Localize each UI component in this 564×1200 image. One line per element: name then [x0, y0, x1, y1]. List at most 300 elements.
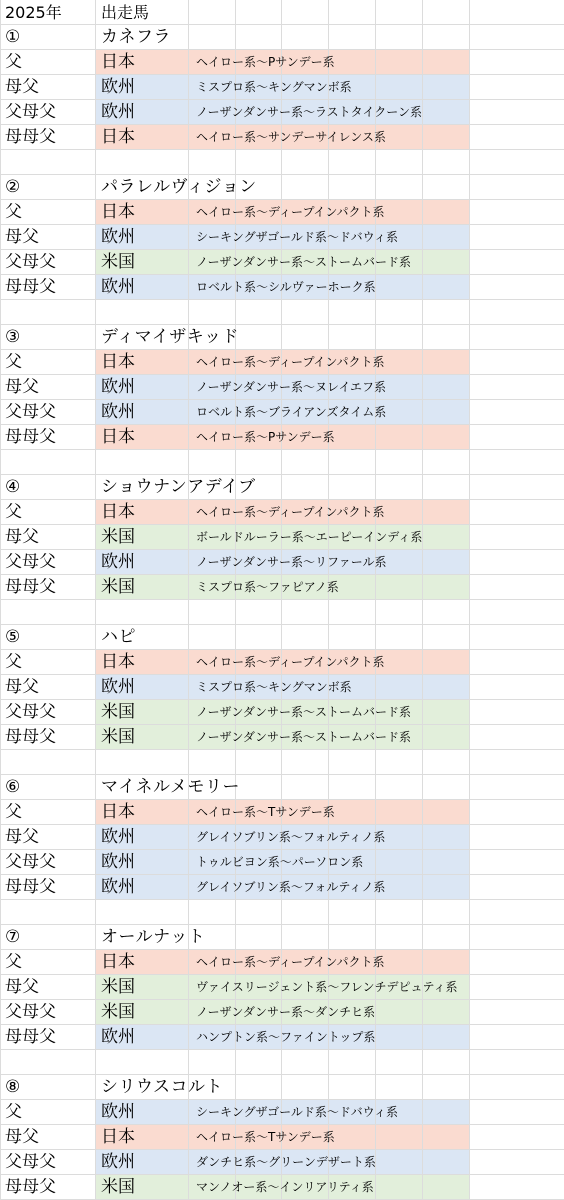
relation-label: 母母父: [5, 277, 56, 297]
grid-cell[interactable]: [470, 1100, 564, 1125]
grid-cell[interactable]: [376, 475, 423, 500]
relation-label: 父母父: [5, 702, 56, 722]
grid-cell[interactable]: [423, 575, 470, 600]
sire-line-label: シーキングザゴールド系〜ドバウィ系: [196, 1105, 398, 1119]
grid-cell[interactable]: [470, 575, 564, 600]
grid-cell[interactable]: [376, 900, 423, 925]
grid-cell[interactable]: [236, 1050, 282, 1075]
relation-label: 父: [5, 802, 22, 822]
sire-line-label: ノーザンダンサー系〜ストームバード系: [196, 255, 412, 269]
grid-cell[interactable]: [470, 50, 564, 75]
grid-cell[interactable]: [329, 300, 376, 325]
title-label: 出走馬: [101, 3, 150, 22]
grid-cell[interactable]: [1, 900, 96, 925]
grid-cell[interactable]: [423, 1075, 470, 1100]
grid-cell[interactable]: [423, 150, 470, 175]
grid-cell[interactable]: [423, 550, 470, 575]
grid-cell[interactable]: [376, 175, 423, 200]
grid-cell[interactable]: [470, 1175, 564, 1200]
relation-label: 父: [5, 652, 22, 672]
grid-cell[interactable]: [329, 750, 376, 775]
relation-label: 母父: [5, 77, 39, 97]
grid-cell[interactable]: [236, 600, 282, 625]
grid-cell[interactable]: [470, 150, 564, 175]
region-label: 日本: [101, 652, 135, 672]
grid-cell[interactable]: [470, 75, 564, 100]
region-label: 欧州: [101, 77, 135, 97]
pedigree-row: [1, 1175, 564, 1200]
grid-cell[interactable]: [329, 25, 376, 50]
grid-cell[interactable]: [470, 925, 564, 950]
relation-label: 父: [5, 502, 22, 522]
entry-number: ⑥: [5, 777, 21, 797]
grid-cell[interactable]: [423, 1000, 470, 1025]
relation-label: 父母父: [5, 552, 56, 572]
year-label: 2025年: [5, 3, 62, 22]
grid-cell[interactable]: [282, 0, 329, 25]
grid-cell[interactable]: [423, 300, 470, 325]
pedigree-row: [1, 825, 564, 850]
entry-number: ⑧: [5, 1077, 21, 1097]
sire-line-label: ヘイロー系〜ディープインパクト系: [196, 205, 385, 219]
grid-cell[interactable]: [282, 750, 329, 775]
relation-label: 父母父: [5, 102, 56, 122]
grid-cell[interactable]: [189, 750, 236, 775]
grid-cell[interactable]: [423, 500, 470, 525]
sire-line-label: ヘイロー系〜Tサンデー系: [196, 1130, 335, 1144]
region-label: 米国: [101, 1177, 135, 1197]
grid-cell[interactable]: [423, 400, 470, 425]
grid-cell[interactable]: [423, 775, 470, 800]
grid-cell[interactable]: [470, 1025, 564, 1050]
grid-cell[interactable]: [376, 575, 423, 600]
region-label: 米国: [101, 1002, 135, 1022]
grid-cell[interactable]: [423, 450, 470, 475]
grid-cell[interactable]: [1, 300, 96, 325]
grid-cell[interactable]: [470, 1000, 564, 1025]
grid-cell[interactable]: [423, 0, 470, 25]
grid-cell[interactable]: [376, 150, 423, 175]
grid-cell[interactable]: [423, 200, 470, 225]
region-label: 日本: [101, 952, 135, 972]
sire-line-label: ミスプロ系〜ファピアノ系: [196, 580, 339, 594]
grid-cell[interactable]: [236, 925, 282, 950]
grid-cell[interactable]: [423, 675, 470, 700]
relation-label: 父: [5, 952, 22, 972]
grid-cell[interactable]: [423, 275, 470, 300]
grid-cell[interactable]: [329, 50, 376, 75]
grid-cell[interactable]: [470, 950, 564, 975]
pedigree-row: [1, 800, 564, 825]
grid-cell[interactable]: [282, 625, 329, 650]
blank-row: [1, 450, 564, 475]
grid-cell[interactable]: [189, 625, 236, 650]
grid-cell[interactable]: [423, 1050, 470, 1075]
horse-name: カネフラ: [101, 27, 171, 47]
blank-row: [1, 600, 564, 625]
region-label: 欧州: [101, 552, 135, 572]
relation-label: 父母父: [5, 402, 56, 422]
grid-cell[interactable]: [329, 325, 376, 350]
grid-cell[interactable]: [470, 600, 564, 625]
grid-cell[interactable]: [470, 1125, 564, 1150]
grid-cell[interactable]: [423, 100, 470, 125]
region-label: 欧州: [101, 677, 135, 697]
sire-line-label: ノーザンダンサー系〜ストームバード系: [196, 730, 412, 744]
sire-line-label: ノーザンダンサー系〜ヌレイエフ系: [196, 380, 386, 394]
region-label: 日本: [101, 202, 135, 222]
blank-row: [1, 750, 564, 775]
relation-label: 母父: [5, 377, 39, 397]
sire-line-label: グレイソブリン系〜フォルティノ系: [196, 830, 386, 844]
grid-cell[interactable]: [282, 325, 329, 350]
grid-cell[interactable]: [329, 1050, 376, 1075]
pedigree-row: [1, 575, 564, 600]
grid-cell[interactable]: [189, 900, 236, 925]
grid-cell[interactable]: [423, 1125, 470, 1150]
region-label: 日本: [101, 427, 135, 447]
grid-cell[interactable]: [470, 0, 564, 25]
grid-cell[interactable]: [470, 200, 564, 225]
grid-cell[interactable]: [282, 475, 329, 500]
grid-cell[interactable]: [376, 1025, 423, 1050]
grid-cell[interactable]: [1, 1050, 96, 1075]
region-label: 米国: [101, 727, 135, 747]
grid-cell[interactable]: [376, 25, 423, 50]
grid-cell[interactable]: [376, 425, 423, 450]
relation-label: 母父: [5, 677, 39, 697]
pedigree-row: [1, 975, 564, 1000]
grid-cell[interactable]: [423, 250, 470, 275]
grid-cell[interactable]: [470, 625, 564, 650]
grid-cell[interactable]: [423, 800, 470, 825]
sire-line-label: ミスプロ系〜キングマンボ系: [196, 680, 352, 694]
grid-cell[interactable]: [282, 600, 329, 625]
grid-cell[interactable]: [470, 700, 564, 725]
entry-number: ②: [5, 177, 21, 197]
horse-name: オールナット: [101, 927, 206, 947]
grid-cell[interactable]: [236, 750, 282, 775]
grid-cell[interactable]: [189, 300, 236, 325]
relation-label: 母父: [5, 227, 39, 247]
grid-cell[interactable]: [376, 0, 423, 25]
grid-cell[interactable]: [282, 150, 329, 175]
grid-cell[interactable]: [282, 900, 329, 925]
grid-cell[interactable]: [470, 975, 564, 1000]
grid-cell[interactable]: [236, 0, 282, 25]
grid-cell[interactable]: [423, 725, 470, 750]
grid-cell[interactable]: [423, 850, 470, 875]
grid-cell[interactable]: [236, 150, 282, 175]
grid-cell[interactable]: [329, 175, 376, 200]
horse-name: ショウナンアデイブ: [101, 477, 256, 497]
region-label: 日本: [101, 352, 135, 372]
pedigree-row: [1, 375, 564, 400]
grid-cell[interactable]: [423, 50, 470, 75]
grid-cell[interactable]: [470, 525, 564, 550]
sire-line-label: トゥルビヨン系〜パーソロン系: [196, 855, 364, 869]
grid-cell[interactable]: [423, 125, 470, 150]
grid-cell[interactable]: [470, 475, 564, 500]
pedigree-row: [1, 850, 564, 875]
grid-cell[interactable]: [376, 300, 423, 325]
grid-cell[interactable]: [282, 925, 329, 950]
grid-cell[interactable]: [236, 450, 282, 475]
grid-cell[interactable]: [423, 825, 470, 850]
grid-cell[interactable]: [470, 100, 564, 125]
grid-cell[interactable]: [470, 1075, 564, 1100]
grid-cell[interactable]: [329, 800, 376, 825]
pedigree-row: [1, 875, 564, 900]
grid-cell[interactable]: [470, 225, 564, 250]
pedigree-row: [1, 550, 564, 575]
grid-cell[interactable]: [236, 775, 282, 800]
grid-cell[interactable]: [470, 375, 564, 400]
grid-cell[interactable]: [376, 50, 423, 75]
region-label: 米国: [101, 702, 135, 722]
grid-cell[interactable]: [376, 675, 423, 700]
relation-label: 母父: [5, 1127, 39, 1147]
sire-line-label: ヴァイスリージェント系〜フレンチデピュティ系: [196, 980, 458, 994]
grid-cell[interactable]: [470, 775, 564, 800]
grid-cell[interactable]: [423, 75, 470, 100]
grid-cell[interactable]: [376, 625, 423, 650]
pedigree-row: [1, 200, 564, 225]
grid-cell[interactable]: [423, 350, 470, 375]
grid-cell[interactable]: [423, 375, 470, 400]
grid-cell[interactable]: [376, 1075, 423, 1100]
grid-cell[interactable]: [423, 625, 470, 650]
grid-cell[interactable]: [470, 425, 564, 450]
grid-cell[interactable]: [282, 775, 329, 800]
pedigree-row: [1, 350, 564, 375]
grid-cell[interactable]: [470, 175, 564, 200]
entry-header-row: [1, 775, 564, 800]
grid-cell[interactable]: [1, 450, 96, 475]
relation-label: 母父: [5, 977, 39, 997]
grid-cell[interactable]: [329, 625, 376, 650]
grid-cell[interactable]: [470, 725, 564, 750]
grid-cell[interactable]: [1, 750, 96, 775]
relation-label: 母母父: [5, 1027, 56, 1047]
region-label: 米国: [101, 252, 135, 272]
grid-cell[interactable]: [96, 150, 189, 175]
pedigree-row: [1, 400, 564, 425]
grid-cell[interactable]: [96, 300, 189, 325]
grid-cell[interactable]: [470, 800, 564, 825]
blank-row: [1, 1050, 564, 1075]
grid-cell[interactable]: [189, 150, 236, 175]
grid-cell[interactable]: [423, 25, 470, 50]
pedigree-row: [1, 275, 564, 300]
grid-cell[interactable]: [470, 650, 564, 675]
grid-cell[interactable]: [470, 875, 564, 900]
entry-header-row: [1, 325, 564, 350]
grid-cell[interactable]: [470, 250, 564, 275]
sire-line-label: ヘイロー系〜サンデーサイレンス系: [196, 130, 386, 144]
grid-cell[interactable]: [236, 900, 282, 925]
grid-cell[interactable]: [376, 325, 423, 350]
grid-cell[interactable]: [282, 300, 329, 325]
grid-cell[interactable]: [282, 1050, 329, 1075]
grid-cell[interactable]: [376, 925, 423, 950]
entry-header-row: [1, 1075, 564, 1100]
grid-cell[interactable]: [423, 875, 470, 900]
grid-cell[interactable]: [329, 775, 376, 800]
grid-cell[interactable]: [470, 450, 564, 475]
grid-cell[interactable]: [470, 750, 564, 775]
pedigree-row: [1, 675, 564, 700]
grid-cell[interactable]: [423, 900, 470, 925]
grid-cell[interactable]: [236, 25, 282, 50]
entry-number: ⑤: [5, 627, 21, 647]
grid-cell[interactable]: [96, 750, 189, 775]
grid-cell[interactable]: [329, 425, 376, 450]
grid-cell[interactable]: [470, 350, 564, 375]
grid-cell[interactable]: [376, 1000, 423, 1025]
grid-cell[interactable]: [470, 1150, 564, 1175]
grid-cell[interactable]: [329, 150, 376, 175]
grid-cell[interactable]: [423, 600, 470, 625]
grid-cell[interactable]: [236, 625, 282, 650]
grid-cell[interactable]: [189, 1050, 236, 1075]
sire-line-label: ハンプトン系〜ファイントップ系: [196, 1030, 376, 1044]
grid-cell[interactable]: [470, 125, 564, 150]
grid-cell[interactable]: [423, 1175, 470, 1200]
grid-cell[interactable]: [282, 450, 329, 475]
grid-cell[interactable]: [282, 25, 329, 50]
pedigree-row: [1, 100, 564, 125]
relation-label: 父: [5, 1102, 22, 1122]
sire-line-label: ダンチヒ系〜グリーンデザート系: [196, 1155, 376, 1169]
grid-cell[interactable]: [376, 1050, 423, 1075]
grid-cell[interactable]: [423, 525, 470, 550]
grid-cell[interactable]: [189, 0, 236, 25]
pedigree-row: [1, 1025, 564, 1050]
grid-cell[interactable]: [470, 275, 564, 300]
grid-cell[interactable]: [96, 600, 189, 625]
grid-cell[interactable]: [423, 175, 470, 200]
grid-cell[interactable]: [470, 550, 564, 575]
grid-cell[interactable]: [376, 75, 423, 100]
horse-name: パラレルヴィジョン: [101, 177, 257, 197]
grid-cell[interactable]: [376, 1125, 423, 1150]
pedigree-row: [1, 500, 564, 525]
grid-cell[interactable]: [423, 1025, 470, 1050]
pedigree-row: [1, 225, 564, 250]
horse-name: シリウスコルト: [101, 1077, 223, 1097]
region-label: 欧州: [101, 227, 135, 247]
grid-cell[interactable]: [423, 1100, 470, 1125]
grid-cell[interactable]: [329, 1125, 376, 1150]
grid-cell[interactable]: [470, 25, 564, 50]
sire-line-label: ヘイロー系〜ディープインパクト系: [196, 955, 385, 969]
grid-cell[interactable]: [423, 225, 470, 250]
grid-cell[interactable]: [423, 700, 470, 725]
relation-label: 父母父: [5, 1002, 56, 1022]
region-label: 欧州: [101, 1102, 135, 1122]
grid-cell[interactable]: [376, 800, 423, 825]
grid-cell[interactable]: [423, 475, 470, 500]
grid-cell[interactable]: [329, 450, 376, 475]
grid-cell[interactable]: [376, 275, 423, 300]
grid-cell[interactable]: [423, 650, 470, 675]
grid-cell[interactable]: [96, 900, 189, 925]
grid-cell[interactable]: [376, 600, 423, 625]
pedigree-row: [1, 250, 564, 275]
grid-cell[interactable]: [470, 675, 564, 700]
sire-line-label: ヘイロー系〜Pサンデー系: [196, 55, 335, 69]
grid-cell[interactable]: [236, 300, 282, 325]
grid-cell[interactable]: [470, 900, 564, 925]
region-label: 日本: [101, 802, 135, 822]
sire-line-label: ノーザンダンサー系〜リファール系: [196, 555, 387, 569]
grid-cell[interactable]: [236, 1075, 282, 1100]
grid-cell[interactable]: [470, 1050, 564, 1075]
grid-cell[interactable]: [1, 150, 96, 175]
relation-label: 母母父: [5, 577, 56, 597]
grid-cell[interactable]: [470, 825, 564, 850]
grid-cell[interactable]: [189, 450, 236, 475]
grid-cell[interactable]: [470, 325, 564, 350]
grid-cell[interactable]: [1, 600, 96, 625]
grid-cell[interactable]: [329, 0, 376, 25]
grid-cell[interactable]: [423, 750, 470, 775]
grid-cell[interactable]: [423, 325, 470, 350]
grid-cell[interactable]: [189, 600, 236, 625]
grid-cell[interactable]: [376, 750, 423, 775]
region-label: 欧州: [101, 277, 135, 297]
grid-cell[interactable]: [282, 1075, 329, 1100]
grid-cell[interactable]: [329, 1075, 376, 1100]
region-label: 日本: [101, 127, 135, 147]
grid-cell[interactable]: [423, 1150, 470, 1175]
sire-line-label: シーキングザゴールド系〜ドバウィ系: [196, 230, 398, 244]
grid-cell[interactable]: [189, 25, 236, 50]
region-label: 欧州: [101, 827, 135, 847]
grid-cell[interactable]: [376, 850, 423, 875]
pedigree-row: [1, 950, 564, 975]
grid-cell[interactable]: [423, 925, 470, 950]
grid-cell[interactable]: [423, 950, 470, 975]
grid-cell[interactable]: [376, 450, 423, 475]
grid-cell[interactable]: [329, 600, 376, 625]
grid-cell[interactable]: [376, 775, 423, 800]
grid-cell[interactable]: [329, 900, 376, 925]
grid-cell[interactable]: [470, 300, 564, 325]
grid-cell[interactable]: [329, 925, 376, 950]
grid-cell[interactable]: [470, 400, 564, 425]
grid-cell[interactable]: [423, 425, 470, 450]
region-label: 日本: [101, 502, 135, 522]
grid-cell[interactable]: [96, 1050, 189, 1075]
grid-cell[interactable]: [329, 475, 376, 500]
grid-cell[interactable]: [96, 450, 189, 475]
region-label: 米国: [101, 977, 135, 997]
pedigree-row: [1, 1125, 564, 1150]
pedigree-row: [1, 125, 564, 150]
grid-cell[interactable]: [376, 1150, 423, 1175]
grid-cell[interactable]: [236, 325, 282, 350]
pedigree-row: [1, 1000, 564, 1025]
region-label: 欧州: [101, 1152, 135, 1172]
grid-cell[interactable]: [282, 175, 329, 200]
grid-cell[interactable]: [470, 850, 564, 875]
grid-cell[interactable]: [470, 500, 564, 525]
entry-header-row: [1, 925, 564, 950]
grid-cell[interactable]: [376, 1175, 423, 1200]
region-label: 欧州: [101, 877, 135, 897]
